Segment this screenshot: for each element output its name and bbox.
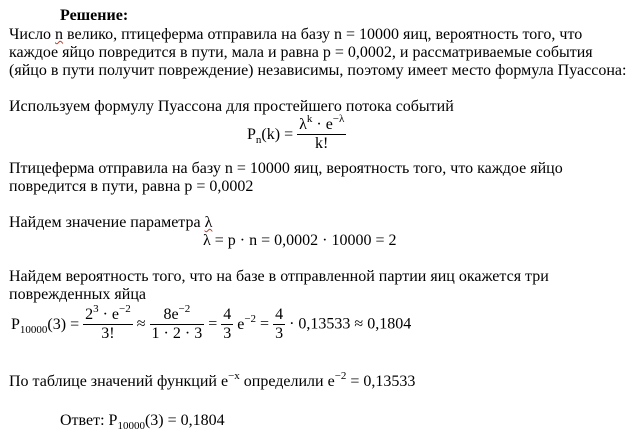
fraction-numerator — [150, 303, 205, 325]
fraction-denominator: 1 · 2 · 3 — [151, 325, 203, 342]
caption-text: Найдем вероятность того, что на базе в отправленной партии яиц окажется три — [9, 268, 549, 285]
lambda-symbol: λ — [204, 214, 213, 231]
answer-line — [60, 412, 225, 430]
fraction-numerator: 4 — [223, 306, 232, 323]
formula-superscript: −x — [228, 370, 240, 382]
fraction-denominator: k! — [315, 135, 329, 152]
answer-value: (3) = 0,1804 — [144, 412, 225, 429]
formula-text: λ — [299, 116, 307, 133]
caption-text: Найдем значение параметра — [9, 214, 205, 231]
formula-text: e — [237, 315, 245, 333]
formula-superscript: k — [306, 113, 313, 125]
formula-subscript: 10000 — [19, 323, 48, 336]
formula-text: P — [108, 412, 118, 429]
formula-subscript: n — [255, 133, 262, 146]
poisson-fraction — [297, 113, 346, 153]
table-line — [9, 370, 416, 391]
restate-line-1: Птицеферма отправила на базу n = 10000 яиц, вероятность того, что каждое яйцо — [9, 160, 563, 177]
fraction-4 — [273, 306, 285, 343]
intro-line-3: (яйцо в пути получит повреждение) независимы, поэтому имеет место формула Пуассона: — [9, 62, 627, 79]
solution-heading: Решение: — [60, 7, 129, 24]
prob-caption-line-2: поврежденных яйца — [9, 286, 146, 303]
formula-text: (3) = — [47, 315, 80, 333]
formula-superscript: −2 — [178, 303, 191, 315]
formula-text: P — [11, 315, 20, 333]
table-text: определили e — [239, 373, 335, 390]
table-text: = 0,13533 — [346, 373, 416, 390]
formula-text: · e — [98, 306, 120, 323]
intro-line-1 — [9, 26, 582, 44]
restate-line-2: повредится в пути, равна p = 0,0002 — [9, 178, 254, 195]
fraction-numerator — [297, 113, 346, 135]
poisson-formula — [247, 113, 346, 153]
fraction-denominator: 3 — [223, 325, 232, 342]
formula-text: P — [247, 125, 256, 143]
intro-n-symbol: n — [55, 26, 64, 43]
formula-text: · e — [312, 116, 333, 133]
lambda-formula: λ = p · n = 0,0002 · 10000 = 2 — [203, 232, 397, 249]
formula-text: 8e — [163, 306, 179, 323]
fraction-2 — [150, 303, 205, 343]
fraction-3 — [221, 306, 233, 343]
lambda-caption — [9, 214, 212, 232]
fraction-numerator — [83, 303, 133, 325]
formula-text: (k) = — [261, 125, 294, 143]
answer-label: Ответ: — [60, 412, 109, 429]
intro-text: велико, птицеферма отправила на базу n = 10000 яиц, вероятность того, что — [63, 26, 583, 43]
fraction-denominator: 3 — [275, 325, 284, 342]
fraction-denominator: 3! — [101, 325, 115, 342]
formula-tail: · 0,13533 ≈ 0,1804 — [289, 315, 412, 333]
table-text: По таблице значений функций e — [9, 373, 229, 390]
fraction-numerator: 4 — [275, 306, 284, 323]
intro-line-2: каждое яйцо повредится в пути, мала и равна p = 0,0002, и рассматриваемые события — [9, 44, 593, 61]
approx-sign: ≈ — [136, 315, 146, 333]
formula-text: 2 — [85, 306, 94, 323]
formula-superscript: −2 — [244, 312, 257, 325]
probability-formula — [11, 303, 412, 343]
prob-caption-line-1 — [9, 268, 549, 286]
formula-subscript: 10000 — [117, 420, 145, 432]
poisson-caption: Используем формулу Пуассона для простейшего потока событий — [9, 98, 454, 115]
equals-sign: = — [208, 315, 218, 333]
fraction-1 — [83, 303, 133, 343]
intro-text: Число — [9, 26, 56, 43]
formula-superscript: −2 — [334, 370, 347, 382]
equals-sign: = — [260, 315, 270, 333]
formula-superscript: −2 — [119, 303, 131, 315]
formula-superscript: 3 — [93, 303, 99, 315]
formula-superscript: −λ — [332, 113, 345, 125]
